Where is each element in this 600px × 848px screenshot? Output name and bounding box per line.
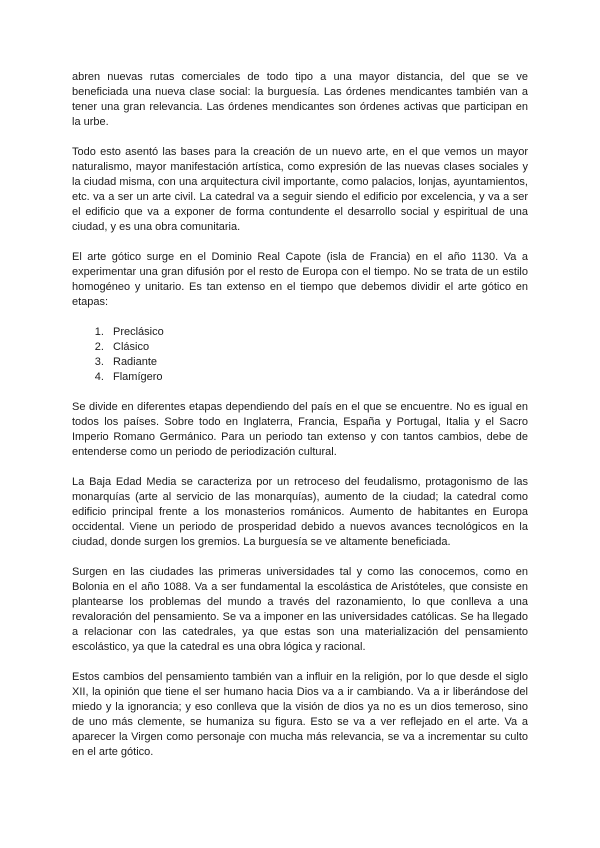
paragraph-stages-by-country: Se divide en diferentes etapas dependiendo del país en el que se encuentre. No es igual en todos los países. Sobre todo en Inglaterra, Francia, España y Portugal, Italia y el Sacro Imperio Romano Germánico. Para un periodo tan extenso y con tantos cambios, debe de entenderse como un periodo de periodización cultural. <box>72 401 528 458</box>
list-item: 3. Radiante <box>107 355 528 370</box>
list-item: 4. Flamígero <box>107 370 528 385</box>
list-item: 2. Clásico <box>107 340 528 355</box>
paragraph-universities: Surgen en las ciudades las primeras universidades tal y como las conocemos, como en Bolonia en el año 1088. Va a ser fundamental la escolástica de Aristóteles, que consiste en plantearse los problemas del mundo a través del razonamiento, lo que conlleva a una revaloración del pensamiento. Se va a imponer en las universidades católicas. Se ha llegado a relacionar con las catedrales, ya que estas son una materialización del pensamiento escolástico, ya que la catedral es una obra lógica y racional. <box>72 566 528 653</box>
paragraph-urban-routes: abren nuevas rutas comerciales de todo tipo a una mayor distancia, del que se ve beneficiada una nueva clase social: la burguesía. Las órdenes mendicantes también van a tener una gran relevancia. Las órdenes mendicantes son órdenes activas que participan en la urbe. <box>72 71 528 128</box>
document-body <box>72 70 528 775</box>
list-item: 1. Preclásico <box>107 325 528 340</box>
paragraph-late-middle-ages: La Baja Edad Media se caracteriza por un retroceso del feudalismo, protagonismo de las monarquías (arte al servicio de las monarquías), aumento de la ciudad; la catedral como edificio principal frente a los monasterios románicos. Aumento de habitantes en Europa occidental. Viene un periodo de prosperidad debido a nuevos avances tecnológicos en la ciudad, donde surgen los gremios. La burguesía se ve altamente beneficiada. <box>72 476 528 548</box>
paragraph-gothic-origin: El arte gótico surge en el Dominio Real Capote (isla de Francia) en el año 1130. Va a experimentar una gran difusión por el resto de Europa con el tiempo. No se trata de un estilo homogéneo y unitario. Es tan extenso en el tiempo que debemos dividir el arte gótico en etapas: <box>72 251 528 308</box>
gothic-stages-list <box>72 325 528 385</box>
paragraph-religion-changes: Estos cambios del pensamiento también van a influir en la religión, por lo que desde el siglo XII, la opinión que tiene el ser humano hacia Dios va a ir cambiando. Va a ir liberándose del miedo y la ignorancia; y eso conlleva que la visión de dios ya no es un dios temeroso, sino de uno más clemente, se humaniza su figura. Esto se va a ver reflejado en el arte. Va a aparecer la Virgen como personaje con mucha más relevancia, se va a incrementar su culto en el arte gótico. <box>72 671 528 758</box>
paragraph-new-art: Todo esto asentó las bases para la creación de un nuevo arte, en el que vemos un mayor naturalismo, mayor manifestación artística, como expresión de las nuevas clases sociales y la ciudad misma, con una arquitectura civil importante, como palacios, lonjas, ayuntamientos, etc. va a ser un arte civil. La catedral va a seguir siendo el edificio por excelencia, y va a ser el edificio que va a exponer de forma contundente el desarrollo social y espiritual de una ciudad, y es una obra comunitaria. <box>72 146 528 233</box>
